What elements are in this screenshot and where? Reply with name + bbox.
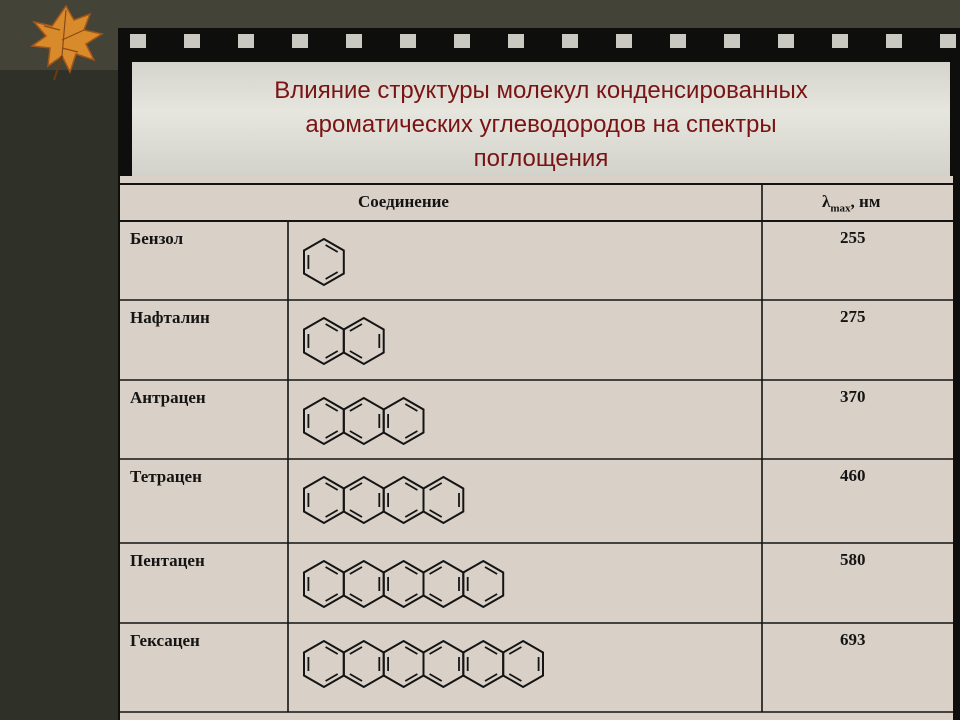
lambda-max-value: 580 [840,550,866,569]
compound-name: Гексацен [130,631,200,650]
ring [344,318,384,364]
left-bar [0,70,118,720]
compound-name: Антрацен [130,388,206,407]
ring [304,641,344,687]
molecule-structure [304,641,543,687]
title-line-2: ароматических углеводородов на спектры [305,111,777,138]
slide-title [132,74,950,176]
compound-name: Бензол [130,229,184,248]
ring [424,561,464,607]
title-panel [132,62,950,186]
compound-name: Нафталин [130,308,210,327]
lambda-unit: , нм [850,192,881,211]
sprocket-hole [724,34,740,48]
ring [384,398,424,444]
sprocket-hole [886,34,902,48]
sprocket-hole [778,34,794,48]
lambda-max-value: 693 [840,630,866,649]
ring [503,641,543,687]
molecule-structure [304,477,463,523]
sprocket-hole [454,34,470,48]
compound-name: Тетрацен [130,467,202,486]
sprocket-hole [292,34,308,48]
sprocket-hole [346,34,362,48]
molecule-structure [304,318,384,364]
ring [344,477,384,523]
molecule-structure [304,239,344,285]
sprocket-hole [508,34,524,48]
ring [304,477,344,523]
sprocket-hole [562,34,578,48]
data-table [120,176,953,720]
lambda-max-value: 460 [840,466,866,485]
ring [424,641,464,687]
sprocket-hole [940,34,956,48]
sprocket-hole [616,34,632,48]
ring [463,561,503,607]
column-header-lambda [822,192,880,214]
table-grid [120,176,953,720]
ring [344,398,384,444]
film-sprockets [118,30,960,52]
sprocket-hole [184,34,200,48]
molecule-structure [304,561,503,607]
autumn-leaf-icon [4,0,114,82]
sprocket-hole [832,34,848,48]
sprocket-hole [238,34,254,48]
ring [384,477,424,523]
compound-name: Пентацен [130,551,205,570]
ring [384,641,424,687]
ring [463,641,503,687]
lambda-max-value: 370 [840,387,866,406]
title-line-1: Влияние структуры молекул конденсированных [274,77,808,104]
lambda-symbol: λ [822,192,831,211]
ring [304,318,344,364]
ring [304,398,344,444]
sprocket-hole [670,34,686,48]
column-header-compound: Соединение [358,192,449,211]
sprocket-hole [400,34,416,48]
ring [344,561,384,607]
ring [304,561,344,607]
ring [344,641,384,687]
sprocket-hole [130,34,146,48]
ring [424,477,464,523]
ring [304,239,344,285]
lambda-max-value: 275 [840,307,866,326]
title-line-3: поглощения [473,145,609,172]
lambda-subscript: max [830,202,851,215]
lambda-max-value: 255 [840,228,866,247]
ring [384,561,424,607]
molecule-structure [304,398,424,444]
